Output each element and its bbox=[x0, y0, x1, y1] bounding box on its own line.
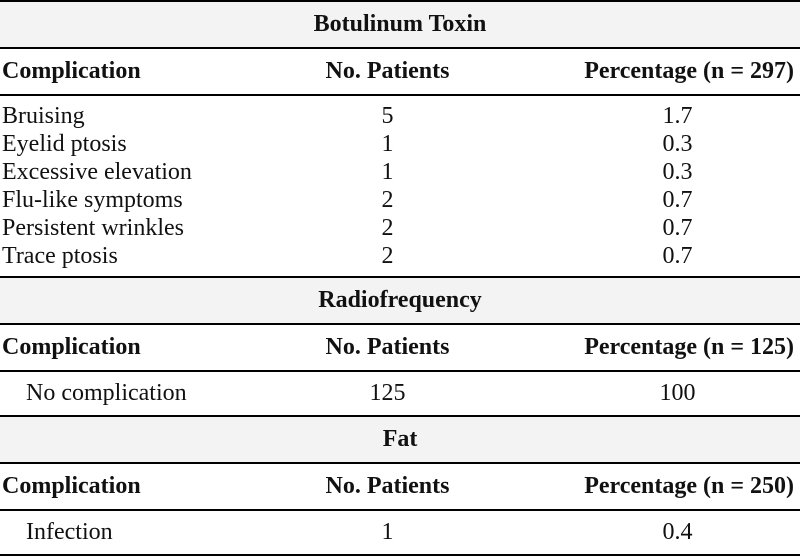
percentage-cell: 100 bbox=[495, 371, 800, 416]
col-complication-header: Complication bbox=[0, 48, 280, 95]
table-row bbox=[0, 371, 800, 416]
patients-cell: 2 bbox=[381, 187, 394, 213]
column-header-row bbox=[0, 324, 800, 371]
percentage-cell: 1.7 bbox=[662, 103, 693, 129]
table-row bbox=[0, 186, 800, 214]
percentage-cell: 0.3 bbox=[662, 159, 693, 185]
column-header-row bbox=[0, 463, 800, 510]
patients-cell: 1 bbox=[381, 159, 394, 185]
patients-cell: 5 bbox=[381, 103, 394, 129]
column-header-row bbox=[0, 48, 800, 95]
percentage-cell: 0.3 bbox=[662, 131, 693, 157]
patients-cell: 2 bbox=[381, 243, 394, 269]
complication-cell: Persistent wrinkles bbox=[2, 215, 184, 241]
section-header-radiofrequency bbox=[0, 277, 800, 324]
col-patients-header: No. Patients bbox=[280, 48, 495, 95]
complication-cell: Excessive elevation bbox=[2, 159, 192, 185]
complication-cell: Infection bbox=[0, 510, 280, 555]
patients-cell: 1 bbox=[381, 131, 394, 157]
col-complication-header: Complication bbox=[0, 324, 280, 371]
section-title: Fat bbox=[0, 416, 800, 463]
percentage-cell: 0.7 bbox=[662, 215, 693, 241]
col-patients-header: No. Patients bbox=[280, 463, 495, 510]
percentage-cell: 0.4 bbox=[495, 510, 800, 555]
patients-cell: 2 bbox=[381, 215, 394, 241]
complication-cell: Trace ptosis bbox=[2, 243, 118, 269]
table-row bbox=[0, 95, 800, 130]
patients-cell: 1 bbox=[280, 510, 495, 555]
section-title: Radiofrequency bbox=[0, 277, 800, 324]
complication-cell: Eyelid ptosis bbox=[2, 131, 127, 157]
col-patients-header: No. Patients bbox=[280, 324, 495, 371]
table-row bbox=[0, 158, 800, 186]
section-header-botulinum bbox=[0, 1, 800, 48]
complication-cell: Flu-like symptoms bbox=[2, 187, 183, 213]
col-complication-header: Complication bbox=[0, 463, 280, 510]
table-row bbox=[0, 510, 800, 555]
patients-cell: 125 bbox=[280, 371, 495, 416]
table-row bbox=[0, 130, 800, 158]
table-row bbox=[0, 214, 800, 242]
percentage-cell: 0.7 bbox=[662, 243, 693, 269]
percentage-cell: 0.7 bbox=[662, 187, 693, 213]
complication-cell: Bruising bbox=[2, 103, 85, 129]
col-percentage-header: Percentage (n = 250) bbox=[495, 463, 800, 510]
table-row bbox=[0, 242, 800, 277]
complication-cell: No complication bbox=[0, 371, 280, 416]
section-title: Botulinum Toxin bbox=[0, 1, 800, 48]
col-percentage-header: Percentage (n = 125) bbox=[495, 324, 800, 371]
col-percentage-header: Percentage (n = 297) bbox=[495, 48, 800, 95]
section-header-fat bbox=[0, 416, 800, 463]
